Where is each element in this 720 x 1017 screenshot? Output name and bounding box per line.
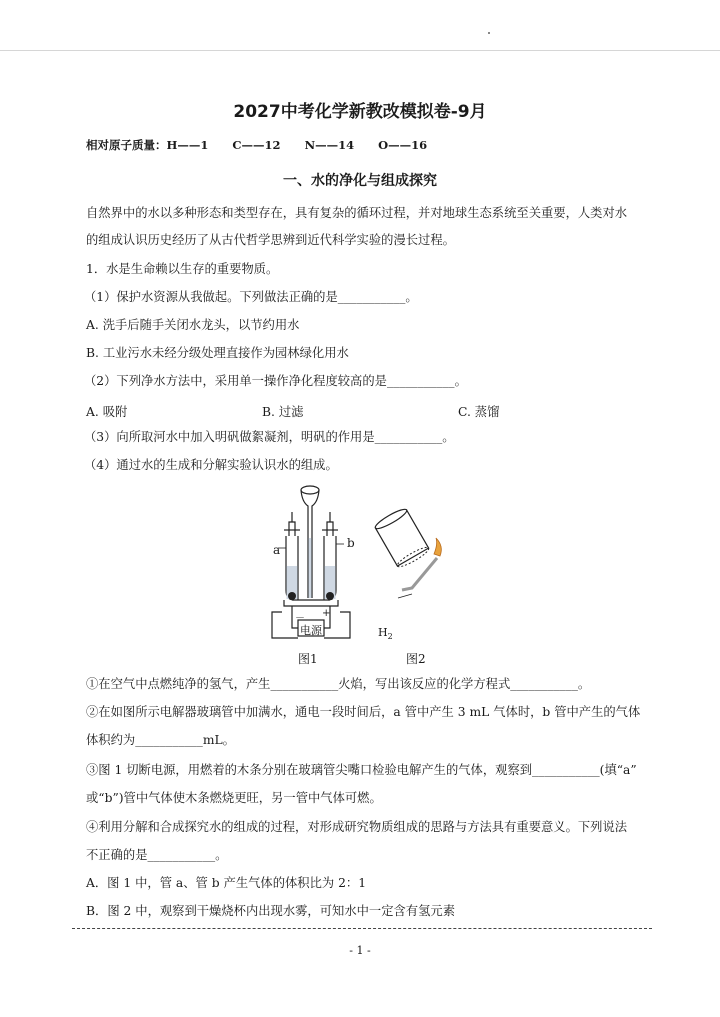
hydrogen-label bbox=[378, 626, 393, 641]
power-supply-label: 电源 bbox=[300, 624, 322, 637]
option-1-2-b: B. 过滤 bbox=[262, 405, 304, 419]
option-1-1-a: A. 洗手后随手关闭水龙头，以节约用水 bbox=[86, 318, 300, 332]
apparatus-drawing bbox=[262, 478, 462, 668]
positive-terminal: + bbox=[322, 608, 331, 619]
tube-b-label: b bbox=[347, 536, 355, 550]
question-1-4: （4）通过水的生成和分解实验认识水的组成。 bbox=[84, 458, 338, 472]
hydrogen-symbol: H bbox=[378, 626, 388, 639]
tube-a-label: a bbox=[273, 543, 281, 557]
sub-question-4-option-b: B．图 2 中，观察到干燥烧杯内出现水雾，可知水中一定含有氢元素 bbox=[86, 904, 455, 918]
figure-2-caption: 图2 bbox=[406, 652, 426, 666]
page-number: - 1 - bbox=[349, 944, 371, 957]
sub-question-4-line-1: ④利用分解和合成探究水的组成的过程，对形成研究物质组成的思路与方法具有重要意义。下列说法 bbox=[86, 820, 628, 834]
intro-line-1: 自然界中的水以多种形态和类型存在，具有复杂的循环过程，并对地球生态系统至关重要，人类对水 bbox=[86, 206, 628, 220]
question-1-2: （2）下列净水方法中，采用单一操作净化程度较高的是___________。 bbox=[84, 374, 467, 388]
hydrogen-subscript: 2 bbox=[387, 632, 393, 642]
footer-dashed-rule bbox=[72, 928, 652, 929]
scan-speck bbox=[488, 32, 490, 34]
option-1-2-a: A. 吸附 bbox=[86, 405, 128, 419]
experiment-figure bbox=[262, 478, 462, 672]
sub-question-4-line-2: 不正确的是___________。 bbox=[86, 848, 228, 862]
page-title: 2027中考化学新教改模拟卷-9月 bbox=[233, 102, 487, 122]
sub-question-3-line-2: 或“b”)管中气体使木条燃烧更旺，另一管中气体可燃。 bbox=[86, 791, 382, 805]
sub-question-4-option-a: A．图 1 中，管 a、管 b 产生气体的体积比为 2：1 bbox=[86, 876, 367, 890]
question-1-1: （1）保护水资源从我做起。下列做法正确的是___________。 bbox=[84, 290, 418, 304]
header-rule bbox=[0, 50, 720, 51]
sub-question-2-line-1: ②在如图所示电解器玻璃管中加满水，通电一段时间后，a 管中产生 3 mL 气体时，b 管中产生的气体 bbox=[86, 705, 641, 719]
sub-question-2-line-2: 体积约为___________mL。 bbox=[86, 733, 235, 747]
negative-terminal: － bbox=[295, 613, 305, 624]
option-1-1-b: B. 工业污水未经分级处理直接作为园林绿化用水 bbox=[86, 346, 349, 360]
intro-line-2: 的组成认识历史经历了从古代哲学思辨到近代科学实验的漫长过程。 bbox=[86, 233, 455, 247]
sub-question-1: ①在空气中点燃纯净的氢气，产生___________火焰，写出该反应的化学方程式___________。 bbox=[86, 677, 591, 691]
question-1-3: （3）向所取河水中加入明矾做絮凝剂，明矾的作用是___________。 bbox=[84, 430, 455, 444]
sub-question-3-line-1: ③图 1 切断电源，用燃着的木条分别在玻璃管尖嘴口检验电解产生的气体，观察到___________(填“a” bbox=[86, 763, 637, 777]
option-1-2-c: C. 蒸馏 bbox=[458, 405, 500, 419]
atomic-masses: 相对原子质量：H——1 C——12 N——14 O——16 bbox=[86, 138, 428, 152]
section-title: 一、水的净化与组成探究 bbox=[283, 173, 437, 189]
figure-1-caption: 图1 bbox=[298, 652, 318, 666]
question-1: 1．水是生命赖以生存的重要物质。 bbox=[86, 262, 279, 276]
